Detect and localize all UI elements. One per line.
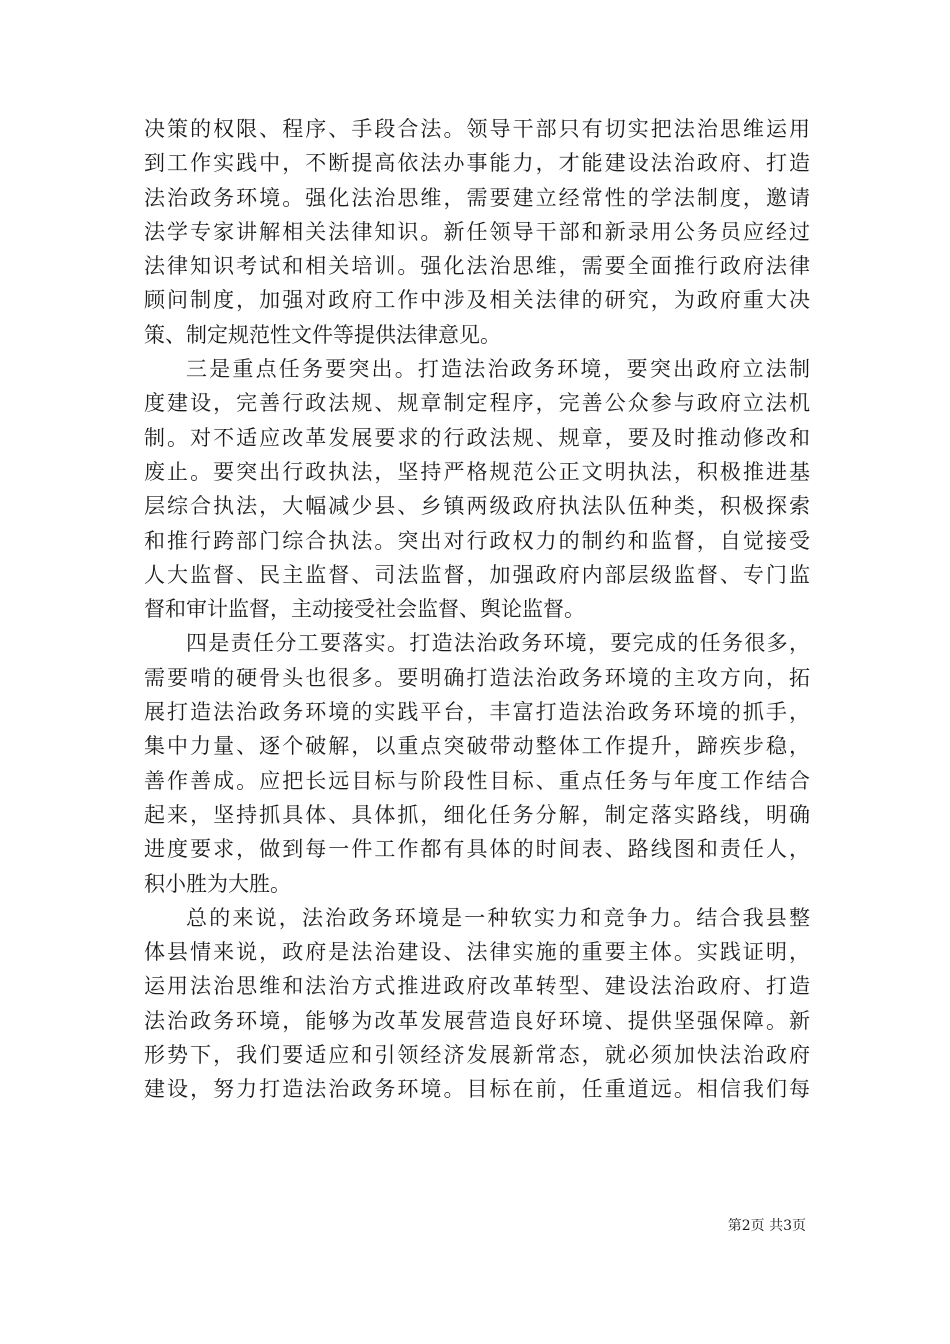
text-line: 到工作实践中，不断提高依法办事能力，才能建设法治政府、打造 bbox=[144, 151, 810, 176]
body-text bbox=[144, 112, 810, 1107]
text-line: 督和审计监督，主动接受社会监督、舆论监督。 bbox=[144, 597, 585, 622]
text-line: 度建设，完善行政法规、规章制定程序，完善公众参与政府立法机 bbox=[144, 391, 810, 416]
paragraph-start-line: 四是责任分工要落实。打造法治政务环境，要完成的任务很多， bbox=[186, 631, 810, 656]
text-line: 制。对不适应改革发展要求的行政法规、规章，要及时推动修改和 bbox=[144, 425, 810, 450]
footer-prefix: 第 bbox=[727, 1218, 742, 1234]
footer-middle: 页 共 bbox=[750, 1218, 784, 1234]
text-line: 体县情来说，政府是法治建设、法律实施的重要主体。实践证明， bbox=[144, 940, 810, 965]
text-line: 积小胜为大胜。 bbox=[144, 871, 291, 896]
text-line: 形势下，我们要适应和引领经济发展新常态，就必须加快法治政府 bbox=[144, 1043, 810, 1068]
text-line: 建设，努力打造法治政务环境。目标在前，任重道远。相信我们每 bbox=[144, 1077, 810, 1102]
text-line: 起来，坚持抓具体、具体抓，细化任务分解，制定落实路线，明确 bbox=[144, 802, 810, 827]
text-line: 展打造法治政务环境的实践平台，丰富打造法治政务环境的抓手， bbox=[144, 700, 810, 725]
text-line: 策、制定规范性文件等提供法律意见。 bbox=[144, 322, 501, 347]
text-line: 运用法治思维和法治方式推进政府改革转型、建设法治政府、打造 bbox=[144, 974, 810, 999]
text-line: 法治政务环境，能够为改革发展营造良好环境、提供坚强保障。新 bbox=[144, 1008, 810, 1033]
text-line: 废止。要突出行政执法，坚持严格规范公正文明执法，积极推进基 bbox=[144, 459, 810, 484]
text-line: 善作善成。应把长远目标与阶段性目标、重点任务与年度工作结合 bbox=[144, 768, 810, 793]
text-line: 人大监督、民主监督、司法监督，加强政府内部层级监督、专门监 bbox=[144, 562, 810, 587]
text-line: 法治政务环境。强化法治思维，需要建立经常性的学法制度，邀请 bbox=[144, 185, 810, 210]
text-line: 进度要求，做到每一件工作都有具体的时间表、路线图和责任人， bbox=[144, 837, 810, 862]
text-line: 需要啃的硬骨头也很多。要明确打造法治政务环境的主攻方向，拓 bbox=[144, 665, 810, 690]
paragraph-start-line: 总的来说，法治政务环境是一种软实力和竞争力。结合我县整 bbox=[186, 905, 810, 930]
footer-total-pages: 3 bbox=[783, 1218, 792, 1234]
footer-suffix: 页 bbox=[792, 1218, 806, 1234]
text-line: 法学专家讲解相关法律知识。新任领导干部和新录用公务员应经过 bbox=[144, 219, 810, 244]
text-line: 决策的权限、程序、手段合法。领导干部只有切实把法治思维运用 bbox=[144, 117, 810, 141]
footer-current-page: 2 bbox=[741, 1218, 751, 1234]
text-line: 和推行跨部门综合执法。突出对行政权力的制约和监督，自觉接受 bbox=[144, 528, 810, 553]
text-line: 法律知识考试和相关培训。强化法治思维，需要全面推行政府法律 bbox=[144, 254, 810, 279]
text-line: 集中力量、逐个破解，以重点突破带动整体工作提升，蹄疾步稳， bbox=[144, 734, 810, 759]
page-number-footer bbox=[728, 1215, 806, 1235]
paragraph-start-line: 三是重点任务要突出。打造法治政务环境，要突出政府立法制 bbox=[186, 357, 810, 382]
text-line: 顾问制度，加强对政府工作中涉及相关法律的研究，为政府重大决 bbox=[144, 288, 810, 313]
text-line: 层综合执法，大幅减少县、乡镇两级政府执法队伍种类，积极探索 bbox=[144, 494, 810, 519]
